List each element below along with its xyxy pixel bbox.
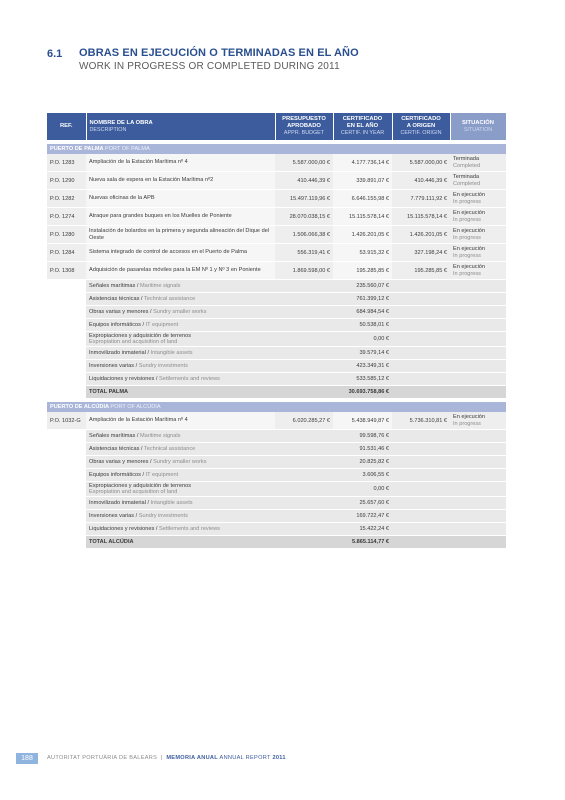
row-situation bbox=[450, 190, 506, 208]
situation-es: En ejecución bbox=[453, 414, 486, 420]
table-row bbox=[47, 244, 506, 262]
subtotal-label-es: Expropiaciones y adquisición de terrenos bbox=[89, 333, 191, 339]
total-row bbox=[47, 386, 506, 399]
subtotal-empty bbox=[275, 523, 333, 536]
subtotal-empty bbox=[450, 443, 506, 456]
subtotal-blank bbox=[47, 347, 86, 360]
subtotal-empty bbox=[450, 319, 506, 332]
col-certified-year: CERTIFICADO EN EL AÑO CERTIF. IN YEAR bbox=[333, 113, 392, 140]
situation-es: En ejecución bbox=[453, 228, 486, 234]
subtotal-row bbox=[47, 373, 506, 386]
situation-en: In progress bbox=[453, 252, 481, 259]
subtotal-label-es: Obras varias y menores bbox=[89, 309, 149, 315]
subtotal-empty bbox=[392, 510, 450, 523]
subtotal-label: Obras varias y menores / Sundry smaller works bbox=[86, 306, 275, 319]
subtotal-label: Señales marítimas / Maritime signals bbox=[86, 280, 275, 293]
subtotal-label-en: Sundry smaller works bbox=[153, 459, 207, 465]
subtotal-empty bbox=[392, 347, 450, 360]
row-certified-year: 1.426.201,05 € bbox=[333, 226, 392, 244]
subtotal-label-es: Señales marítimas bbox=[89, 433, 136, 439]
subtotal-empty bbox=[392, 319, 450, 332]
subtotal-label: Obras varias y menores / Sundry smaller works bbox=[86, 456, 275, 469]
subtotal-empty bbox=[450, 456, 506, 469]
row-description: Nueva sala de espera en la Estación Marítima nº2 bbox=[86, 172, 275, 190]
total-value: 30.693.758,86 € bbox=[333, 386, 392, 399]
subtotal-label-en: Sundry smaller works bbox=[153, 309, 207, 315]
subtotal-label-es: Inmovilizado inmaterial bbox=[89, 350, 146, 356]
row-certified-origin: 5.736.310,81 € bbox=[392, 412, 450, 430]
subtotal-label-es: Asistencias técnicas bbox=[89, 446, 140, 452]
total-blank bbox=[47, 536, 86, 549]
total-empty bbox=[450, 386, 506, 399]
situation-es: Terminada bbox=[453, 156, 480, 162]
subtotal-empty bbox=[392, 443, 450, 456]
total-blank bbox=[47, 386, 86, 399]
subtotal-label-en: IT equipment bbox=[145, 472, 179, 478]
subtotal-row bbox=[47, 280, 506, 293]
works-table bbox=[47, 113, 507, 548]
table-row bbox=[47, 226, 506, 244]
subtotal-blank bbox=[47, 306, 86, 319]
subtotal-value: 99.598,76 € bbox=[333, 430, 392, 443]
subtotal-row bbox=[47, 293, 506, 306]
row-ref: P.O. 1274 bbox=[47, 208, 86, 226]
subtotal-label-es: Inversiones varias bbox=[89, 363, 135, 369]
situation-es: En ejecución bbox=[453, 264, 486, 270]
subtotal-value: 15.422,24 € bbox=[333, 523, 392, 536]
subtotal-label-en: Expropiation and acquisition of land bbox=[89, 339, 178, 345]
subtotal-label-es: Asistencias técnicas bbox=[89, 296, 140, 302]
subtotal-empty bbox=[275, 332, 333, 347]
port-name bbox=[47, 144, 506, 154]
port-name-es: PUERTO DE PALMA bbox=[50, 146, 104, 152]
subtotal-label: Señales marítimas / Maritime signals bbox=[86, 430, 275, 443]
subtotal-label-en: IT equipment bbox=[145, 322, 179, 328]
subtotal-empty bbox=[392, 482, 450, 497]
section-number: 6.1 bbox=[47, 48, 63, 60]
subtotal-value: 25.657,60 € bbox=[333, 497, 392, 510]
situation-en: In progress bbox=[453, 234, 481, 241]
subtotal-row bbox=[47, 319, 506, 332]
subtotal-empty bbox=[392, 497, 450, 510]
subtotal-value: 169.722,47 € bbox=[333, 510, 392, 523]
table-row bbox=[47, 154, 506, 172]
row-certified-origin: 7.779.111,92 € bbox=[392, 190, 450, 208]
subtotal-empty bbox=[392, 373, 450, 386]
subtotal-label-es: Obras varias y menores bbox=[89, 459, 149, 465]
row-situation bbox=[450, 208, 506, 226]
row-ref: P.O. 1282 bbox=[47, 190, 86, 208]
situation-en: In progress bbox=[453, 216, 481, 223]
row-certified-year: 6.646.155,98 € bbox=[333, 190, 392, 208]
subtotal-label-en: Settlements and reviews bbox=[158, 376, 220, 382]
subtotal-empty bbox=[275, 430, 333, 443]
row-approved-budget: 410.446,39 € bbox=[275, 172, 333, 190]
table-row bbox=[47, 190, 506, 208]
subtotal-empty bbox=[275, 497, 333, 510]
subtotal-label: Inversiones varias / Sundry investments bbox=[86, 360, 275, 373]
port-name bbox=[47, 402, 506, 412]
subtotal-label-en: Maritime signals bbox=[140, 283, 181, 289]
col-approved-budget: PRESUPUESTO APROBADO APPR. BUDGET bbox=[275, 113, 333, 140]
subtotal-value: 50.538,01 € bbox=[333, 319, 392, 332]
total-empty bbox=[275, 536, 333, 549]
row-certified-year: 5.438.949,87 € bbox=[333, 412, 392, 430]
row-description: Sistema integrado de control de accesos en el Puerto de Palma bbox=[86, 244, 275, 262]
subtotal-empty bbox=[275, 456, 333, 469]
subtotal-empty bbox=[450, 373, 506, 386]
row-approved-budget: 5.587.000,00 € bbox=[275, 154, 333, 172]
subtotal-value: 423.349,31 € bbox=[333, 360, 392, 373]
subtotal-row bbox=[47, 430, 506, 443]
footer-text: AUTORITAT PORTUÀRIA DE BALEARS | MEMORIA ANUAL ANNUAL REPORT 2011 bbox=[47, 755, 286, 761]
situation-en: Completed bbox=[453, 162, 481, 169]
subtotal-empty bbox=[392, 280, 450, 293]
port-name-en: PORT OF PALMA bbox=[104, 146, 150, 152]
subtotal-blank bbox=[47, 430, 86, 443]
subtotal-label: Asistencias técnicas / Technical assistance bbox=[86, 293, 275, 306]
subtotal-row bbox=[47, 306, 506, 319]
page-number: 188 bbox=[16, 753, 38, 764]
subtotal-label-es: Liquidaciones y revisiones bbox=[89, 376, 155, 382]
row-ref: P.O. 1290 bbox=[47, 172, 86, 190]
subtotal-blank bbox=[47, 523, 86, 536]
subtotal-row bbox=[47, 497, 506, 510]
subtotal-label-en: Maritime signals bbox=[140, 433, 181, 439]
total-value: 5.865.114,77 € bbox=[333, 536, 392, 549]
situation-es: En ejecución bbox=[453, 210, 486, 216]
col-situation: SITUACIÓN SITUATION bbox=[450, 113, 506, 140]
subtotal-label: Asistencias técnicas / Technical assistance bbox=[86, 443, 275, 456]
row-approved-budget: 28.070.038,15 € bbox=[275, 208, 333, 226]
row-ref: P.O. 1032-G bbox=[47, 412, 86, 430]
subtotal-empty bbox=[450, 293, 506, 306]
row-certified-origin: 327.198,24 € bbox=[392, 244, 450, 262]
row-situation bbox=[450, 172, 506, 190]
subtotal-value: 39.579,14 € bbox=[333, 347, 392, 360]
subtotal-value: 533.585,12 € bbox=[333, 373, 392, 386]
col-ref: REF. bbox=[47, 113, 86, 140]
port-header-row bbox=[47, 144, 506, 154]
subtotal-empty bbox=[392, 523, 450, 536]
subtotal-empty bbox=[275, 293, 333, 306]
subtotal-label: Inversiones varias / Sundry investments bbox=[86, 510, 275, 523]
row-certified-origin: 5.587.000,00 € bbox=[392, 154, 450, 172]
subtotal-empty bbox=[275, 306, 333, 319]
subtotal-blank bbox=[47, 456, 86, 469]
subtotal-label-es: Inmovilizado inmaterial bbox=[89, 500, 146, 506]
row-approved-budget: 1.506.066,38 € bbox=[275, 226, 333, 244]
subtotal-label-en: Settlements and reviews bbox=[158, 526, 220, 532]
subtotal-row bbox=[47, 332, 506, 347]
subtotal-value: 3.606,55 € bbox=[333, 469, 392, 482]
row-description: Instalación de bolardos en la primera y segunda alineación del Dique del Oeste bbox=[86, 226, 275, 244]
subtotal-empty bbox=[450, 469, 506, 482]
subtotal-row bbox=[47, 443, 506, 456]
total-empty bbox=[275, 386, 333, 399]
situation-es: En ejecución bbox=[453, 192, 486, 198]
subtotal-value: 20.825,82 € bbox=[333, 456, 392, 469]
subtotal-empty bbox=[450, 523, 506, 536]
subtotal-empty bbox=[450, 280, 506, 293]
subtotal-label-en: Technical assistance bbox=[143, 296, 196, 302]
port-name-en: PORT OF ALCÚDIA bbox=[110, 404, 161, 410]
table-row bbox=[47, 208, 506, 226]
row-approved-budget: 6.020.285,27 € bbox=[275, 412, 333, 430]
port-name-es: PUERTO DE ALCÚDIA bbox=[50, 404, 109, 410]
subtotal-empty bbox=[450, 430, 506, 443]
subtotal-label-es: Expropiaciones y adquisición de terrenos bbox=[89, 483, 191, 489]
situation-en: In progress bbox=[453, 198, 481, 205]
subtotal-empty bbox=[392, 293, 450, 306]
subtotal-label-es: Equipos informáticos bbox=[89, 472, 141, 478]
situation-en: Completed bbox=[453, 180, 481, 187]
subtotal-blank bbox=[47, 280, 86, 293]
subtotal-empty bbox=[450, 332, 506, 347]
port-header-row bbox=[47, 402, 506, 412]
row-certified-year: 53.915,32 € bbox=[333, 244, 392, 262]
row-ref: P.O. 1280 bbox=[47, 226, 86, 244]
situation-es: En ejecución bbox=[453, 246, 486, 252]
subtotal-label: Inmovilizado inmaterial / Intangible assets bbox=[86, 347, 275, 360]
row-approved-budget: 556.319,41 € bbox=[275, 244, 333, 262]
total-label: TOTAL ALCÚDIA bbox=[86, 536, 275, 549]
subtotal-value: 0,00 € bbox=[333, 482, 392, 497]
subtotal-empty bbox=[275, 469, 333, 482]
subtotal-label-en: Technical assistance bbox=[143, 446, 196, 452]
situation-es: Terminada bbox=[453, 174, 480, 180]
row-certified-year: 195.285,85 € bbox=[333, 262, 392, 280]
subtotal-label-en: Intangible assets bbox=[150, 500, 193, 506]
total-empty bbox=[392, 386, 450, 399]
subtotal-blank bbox=[47, 319, 86, 332]
table-row bbox=[47, 262, 506, 280]
table-row bbox=[47, 412, 506, 430]
subtotal-empty bbox=[392, 469, 450, 482]
subtotal-empty bbox=[392, 360, 450, 373]
row-certified-origin: 195.285,85 € bbox=[392, 262, 450, 280]
subtotal-label: Liquidaciones y revisiones / Settlements and reviews bbox=[86, 523, 275, 536]
subtotal-row bbox=[47, 456, 506, 469]
row-ref: P.O. 1308 bbox=[47, 262, 86, 280]
subtotal-row bbox=[47, 360, 506, 373]
row-certified-origin: 1.426.201,05 € bbox=[392, 226, 450, 244]
section-title: OBRAS EN EJECUCIÓN O TERMINADAS EN EL AÑO bbox=[79, 47, 359, 59]
situation-en: In progress bbox=[453, 420, 481, 427]
subtotal-value: 684.984,54 € bbox=[333, 306, 392, 319]
subtotal-label-en: Sundry investments bbox=[138, 513, 188, 519]
row-certified-year: 339.891,07 € bbox=[333, 172, 392, 190]
subtotal-value: 0,00 € bbox=[333, 332, 392, 347]
total-row bbox=[47, 536, 506, 549]
subtotal-label bbox=[86, 482, 275, 497]
subtotal-label: Equipos informáticos / IT equipment bbox=[86, 469, 275, 482]
subtotal-empty bbox=[392, 332, 450, 347]
row-ref: P.O. 1284 bbox=[47, 244, 86, 262]
subtotal-label-en: Sundry investments bbox=[138, 363, 188, 369]
subtotal-empty bbox=[275, 443, 333, 456]
subtotal-label: Liquidaciones y revisiones / Settlements and reviews bbox=[86, 373, 275, 386]
row-certified-year: 4.177.736,14 € bbox=[333, 154, 392, 172]
subtotal-empty bbox=[392, 456, 450, 469]
subtotal-empty bbox=[450, 497, 506, 510]
subtotal-empty bbox=[275, 373, 333, 386]
row-certified-origin: 410.446,39 € bbox=[392, 172, 450, 190]
subtotal-empty bbox=[450, 510, 506, 523]
subtotal-row bbox=[47, 347, 506, 360]
subtotal-value: 761.399,12 € bbox=[333, 293, 392, 306]
subtotal-label-es: Equipos informáticos bbox=[89, 322, 141, 328]
subtotal-label-en: Expropiation and acquisition of land bbox=[89, 489, 178, 495]
row-situation bbox=[450, 262, 506, 280]
row-certified-origin: 15.115.578,14 € bbox=[392, 208, 450, 226]
subtotal-value: 91.531,46 € bbox=[333, 443, 392, 456]
row-description: Ampliación de la Estación Marítima nº 4 bbox=[86, 412, 275, 430]
subtotal-empty bbox=[392, 430, 450, 443]
row-approved-budget: 1.869.598,00 € bbox=[275, 262, 333, 280]
row-certified-year: 15.115.578,14 € bbox=[333, 208, 392, 226]
subtotal-row bbox=[47, 469, 506, 482]
subtotal-empty bbox=[275, 347, 333, 360]
subtotal-blank bbox=[47, 510, 86, 523]
subtotal-label-es: Liquidaciones y revisiones bbox=[89, 526, 155, 532]
row-situation bbox=[450, 412, 506, 430]
row-situation bbox=[450, 154, 506, 172]
col-certified-origin: CERTIFICADO A ORIGEN CERTIF. ORIGIN bbox=[392, 113, 450, 140]
subtotal-empty bbox=[450, 482, 506, 497]
subtotal-label: Equipos informáticos / IT equipment bbox=[86, 319, 275, 332]
total-empty bbox=[392, 536, 450, 549]
subtotal-empty bbox=[275, 482, 333, 497]
subtotal-blank bbox=[47, 293, 86, 306]
subtotal-empty bbox=[275, 280, 333, 293]
subtotal-empty bbox=[450, 306, 506, 319]
subtotal-label-en: Intangible assets bbox=[150, 350, 193, 356]
subtotal-label-es: Señales marítimas bbox=[89, 283, 136, 289]
column-header-row bbox=[47, 113, 506, 140]
subtotal-row bbox=[47, 523, 506, 536]
subtotal-value: 235.560,07 € bbox=[333, 280, 392, 293]
row-approved-budget: 15.497.119,96 € bbox=[275, 190, 333, 208]
table-row bbox=[47, 172, 506, 190]
total-empty bbox=[450, 536, 506, 549]
subtotal-label-es: Inversiones varias bbox=[89, 513, 135, 519]
row-description: Atraque para grandes buques en los Muelles de Poniente bbox=[86, 208, 275, 226]
row-description: Ampliación de la Estación Marítima nº 4 bbox=[86, 154, 275, 172]
section-subtitle: WORK IN PROGRESS OR COMPLETED DURING 2011 bbox=[79, 61, 340, 72]
subtotal-label: Inmovilizado inmaterial / Intangible assets bbox=[86, 497, 275, 510]
subtotal-blank bbox=[47, 332, 86, 347]
subtotal-blank bbox=[47, 497, 86, 510]
row-description: Nuevas oficinas de la APB bbox=[86, 190, 275, 208]
col-description: NOMBRE DE LA OBRA DESCRIPTION bbox=[86, 113, 275, 140]
subtotal-empty bbox=[450, 360, 506, 373]
situation-en: In progress bbox=[453, 270, 481, 277]
subtotal-empty bbox=[392, 306, 450, 319]
subtotal-blank bbox=[47, 469, 86, 482]
row-situation bbox=[450, 244, 506, 262]
subtotal-empty bbox=[275, 510, 333, 523]
subtotal-empty bbox=[275, 319, 333, 332]
row-description: Adquisición de pasarelas móviles para la EM Nº 1 y Nº 3 en Poniente bbox=[86, 262, 275, 280]
row-situation bbox=[450, 226, 506, 244]
subtotal-blank bbox=[47, 443, 86, 456]
subtotal-empty bbox=[450, 347, 506, 360]
subtotal-row bbox=[47, 482, 506, 497]
subtotal-label bbox=[86, 332, 275, 347]
subtotal-blank bbox=[47, 373, 86, 386]
subtotal-row bbox=[47, 510, 506, 523]
subtotal-blank bbox=[47, 482, 86, 497]
subtotal-blank bbox=[47, 360, 86, 373]
total-label: TOTAL PALMA bbox=[86, 386, 275, 399]
row-ref: P.O. 1283 bbox=[47, 154, 86, 172]
subtotal-empty bbox=[275, 360, 333, 373]
